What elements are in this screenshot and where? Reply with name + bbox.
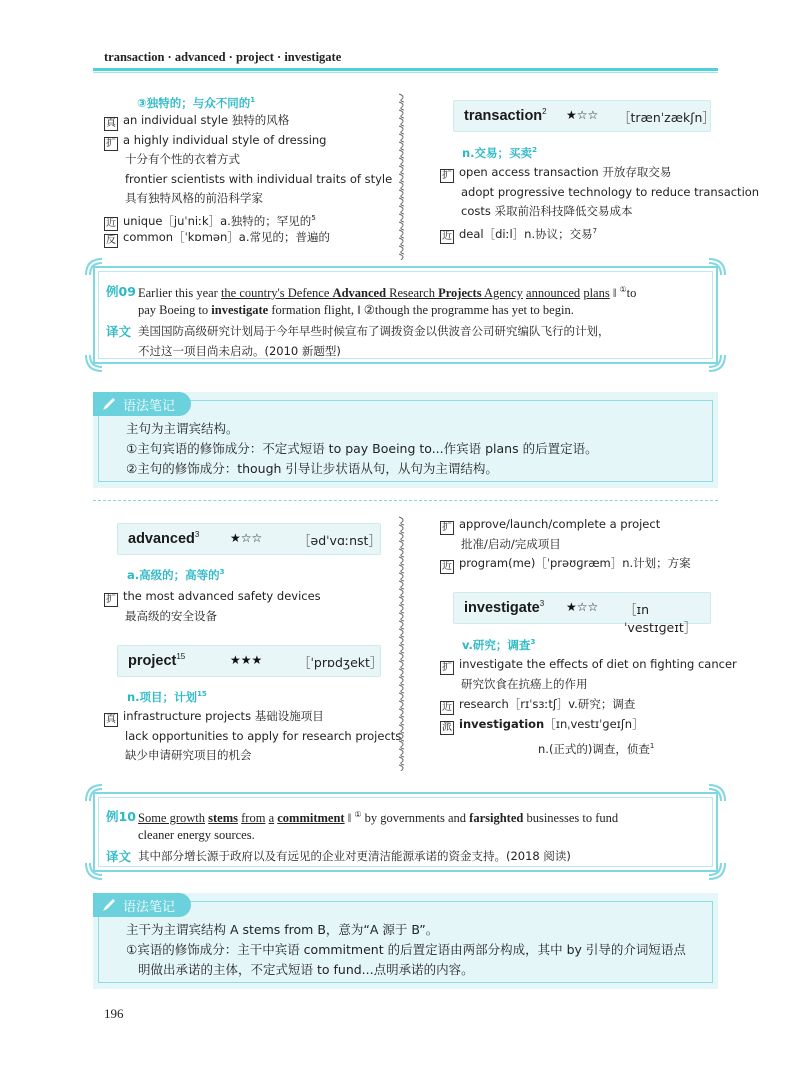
corner-ornament-icon <box>707 353 727 373</box>
entry-tag: 扩 <box>106 594 116 605</box>
spiral-divider-top <box>398 92 406 260</box>
example09-en-line1: Earlier this year the country's Defence Advanced Research Projects Agency announced plans ‖ ①to <box>138 285 637 301</box>
corner-ornament-icon <box>84 783 104 803</box>
grammar-note-line: ①宾语的修饰成分：主干中宾语 commitment 的后置定语由两部分构成，其中 by 引导的介词短语点 <box>126 942 686 957</box>
grammar-note-line: 主句为主谓宾结构。 <box>126 421 239 436</box>
entry-tag: 扩 <box>442 170 452 181</box>
entry-tag: 近 <box>442 702 452 713</box>
entry-line: 反 common［ˈkɒmən］a.常见的；普遍的 <box>106 230 330 246</box>
entry-tag: 真 <box>106 714 116 725</box>
entry-line: 扩 approve/launch/complete a project <box>442 517 661 533</box>
sense-investigate: v.研究；调查$^3$ <box>462 638 536 652</box>
frequency-stars: ★☆☆ <box>566 108 599 122</box>
entry-line: 具有独特风格的前沿科学家 <box>125 191 263 205</box>
corner-ornament-icon <box>707 783 727 803</box>
example10-en-line2: cleaner energy sources. <box>138 828 255 842</box>
entry-tag: 反 <box>106 235 116 246</box>
sense-transaction: n.交易；买卖$^2$ <box>462 146 537 160</box>
entry-line: 近 program(me)［ˈprəʊɡræm］n.计划；方案 <box>442 556 691 572</box>
entry-line: 最高级的安全设备 <box>125 608 217 623</box>
translation-label-10: 译文 <box>106 849 132 864</box>
page-number: 196 <box>104 1006 124 1021</box>
entry-line: lack opportunities to apply for research projects <box>125 728 402 743</box>
example10-cn-line1: 其中部分增长源于政府以及有远见的企业对更清洁能源承诺的资金支持。(2018 阅读) <box>138 849 571 863</box>
entry-line: 派 investigation［ɪnˌvestɪˈɡeɪʃn］ <box>442 717 644 733</box>
grammar-header-1: 语法笔记 <box>93 392 191 416</box>
entry-line: 扩 the most advanced safety devices <box>106 589 321 605</box>
entry-line: 扩 a highly individual style of dressing <box>106 132 327 149</box>
pen-icon <box>101 897 117 913</box>
entry-line: 近 research［rɪˈsɜːtʃ］v.研究；调查 <box>442 697 636 713</box>
headword-investigate: investigate$^3$ <box>464 599 545 616</box>
entry-tag: 扩 <box>442 662 452 673</box>
entry-line: n.(正式的)调查，侦查$^1$ <box>538 741 655 756</box>
phonetic: ［trænˈzækʃn］ <box>618 110 715 125</box>
headword-box-investigate <box>453 592 711 635</box>
example09-en-line2: pay Boeing to investigate formation flight, ‖ ②though the programme has yet to begin. <box>138 303 574 317</box>
sense-project: n.项目；计划$^{15}$ <box>127 690 207 704</box>
entry-line: 真 infrastructure projects 基础设施项目 <box>106 709 324 725</box>
entry-tag: 近 <box>106 218 116 230</box>
headword-box-transaction <box>453 100 715 132</box>
corner-ornament-icon <box>707 257 727 277</box>
translation-label-09: 译文 <box>106 324 132 339</box>
headword-advanced: advanced$^3$ <box>128 530 200 547</box>
entry-tag: 派 <box>442 722 452 733</box>
entry-line: adopt progressive technology to reduce transaction <box>461 184 760 199</box>
headword-box-advanced <box>117 523 381 555</box>
spiral-divider-bottom <box>398 515 406 771</box>
entry-line: 扩 investigate the effects of diet on fighting cancer <box>442 657 737 673</box>
corner-ornament-icon <box>84 257 104 277</box>
section-divider <box>93 500 718 501</box>
headword-transaction: transaction$^2$ <box>464 107 547 124</box>
entry-tag: 近 <box>442 561 452 572</box>
example-label-09: 例09 <box>106 284 136 299</box>
entry-line: 真 an individual style 独特的风格 <box>106 113 290 129</box>
sense-individual-3: ③独特的；与众不同的$^1$ <box>137 96 256 110</box>
frequency-stars: ★☆☆ <box>230 531 263 545</box>
corner-ornament-icon <box>84 353 104 373</box>
entry-line: 扩 open access transaction 开放存取交易 <box>442 165 672 181</box>
entry-tag: 扩 <box>442 522 452 533</box>
entry-line: 批准/启动/完成项目 <box>461 536 561 551</box>
phonetic: ［ˈprɒdʒekt］ <box>298 655 383 670</box>
grammar-note-line: ①主句宾语的修饰成分：不定式短语 to pay Boeing to...作宾语 plans 的后置定语。 <box>126 441 598 456</box>
entry-tag: 真 <box>106 118 116 129</box>
example09-cn-line1: 美国国防高级研究计划局于今年早些时候宣布了调拨资金以供波音公司研究编队飞行的计划， <box>138 324 610 338</box>
header-rule <box>93 68 718 71</box>
headword-project: project$^{15}$ <box>128 652 186 669</box>
entry-line: costs 采取前沿科技降低交易成本 <box>461 204 633 218</box>
grammar-note-line: ②主句的修饰成分：though 引导让步状语从句，从句为主谓结构。 <box>126 461 498 476</box>
phonetic: ［ədˈvɑːnst］ <box>298 533 381 548</box>
phonetic: ［ɪnˈvestɪɡeɪt］ <box>624 602 697 635</box>
grammar-header-2: 语法笔记 <box>93 893 191 917</box>
entry-line: 十分有个性的衣着方式 <box>125 152 240 166</box>
entry-tag: 扩 <box>106 137 116 149</box>
entry-line: 近 unique［juˈniːk］a.独特的；罕见的$^5$ <box>106 213 316 230</box>
example10-en-line1: Some growth stems from a commitment ‖ ① by governments and farsighted businesses to fund <box>138 810 619 826</box>
corner-ornament-icon <box>84 861 104 881</box>
entry-line: 缺少申请研究项目的机会 <box>125 748 252 762</box>
grammar-note-line: 主干为主谓宾结构 A stems from B，意为“A 源于 B”。 <box>126 922 439 937</box>
example09-cn-line2: 不过这一项目尚未启动。(2010 新题型) <box>138 344 341 358</box>
header-rule-thin <box>93 72 718 73</box>
entry-line: 研究饮食在抗癌上的作用 <box>461 677 588 691</box>
corner-ornament-icon <box>707 861 727 881</box>
pen-icon <box>101 396 117 412</box>
entry-tag: 近 <box>442 231 452 243</box>
grammar-note-line: 明做出承诺的主体，不定式短语 to fund...点明承诺的内容。 <box>138 962 474 977</box>
sense-advanced: a.高级的；高等的$^3$ <box>127 568 225 582</box>
entry-line: frontier scientists with individual traits of style <box>125 171 393 186</box>
example-label-10: 例10 <box>106 809 136 824</box>
entry-line: 近 deal［diːl］n.协议；交易$^7$ <box>442 226 598 243</box>
frequency-stars: ★★★ <box>230 653 263 667</box>
frequency-stars: ★☆☆ <box>566 600 599 614</box>
headword-box-project <box>117 645 381 677</box>
page-header-title: transaction · advanced · project · investigate <box>104 50 342 64</box>
